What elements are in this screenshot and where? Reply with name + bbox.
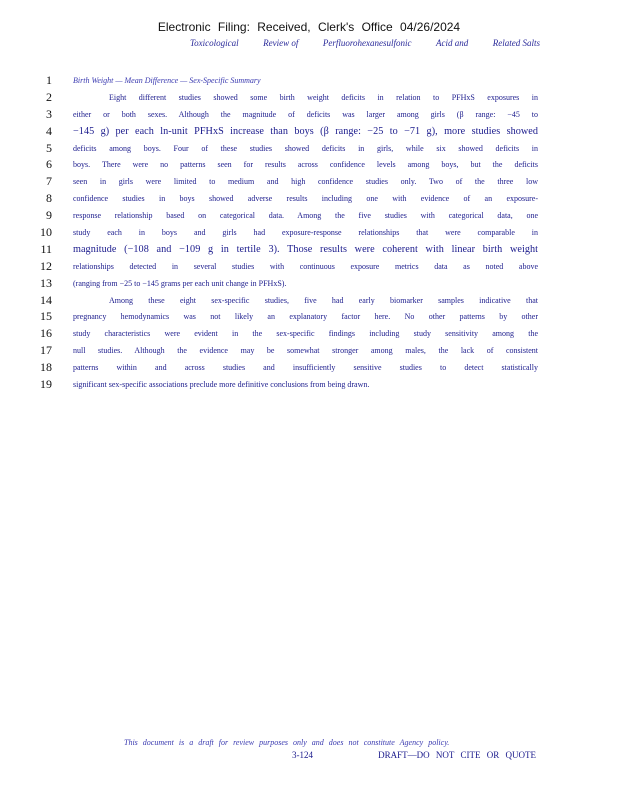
line-text: (ranging from −25 to −145 grams per each unit change in PFHxS). — [73, 278, 287, 288]
line-number: 5 — [46, 140, 52, 155]
running-header-part: Acid and — [435, 38, 469, 48]
line-number: 12 — [40, 258, 52, 273]
running-header-part: Perfluorohexanesulfonic — [322, 38, 412, 48]
text-line — [0, 308, 618, 325]
line-number: 2 — [46, 89, 52, 104]
line-number: 16 — [40, 326, 52, 341]
line-text: null studies. Although the evidence may be somewhat stronger among males, the lack of consistent — [73, 346, 538, 356]
line-number: 1 — [46, 72, 52, 87]
line-text: either or both sexes. Although the magnitude of deficits was larger among girls (β range: −45 to — [73, 109, 538, 119]
running-header-part: Related Salts — [492, 38, 540, 48]
line-number: 3 — [46, 106, 52, 121]
line-number: 10 — [40, 224, 52, 239]
text-line — [0, 89, 618, 106]
running-header-part: Review of — [263, 38, 299, 48]
line-number: 4 — [46, 123, 52, 138]
line-number: 11 — [40, 241, 52, 256]
text-line — [0, 292, 618, 309]
line-number: 15 — [40, 309, 52, 324]
filing-stamp: Electronic Filing: Received, Clerk's Office 04/26/2024 — [157, 20, 461, 34]
line-text: relationships detected in several studies with continuous exposure metrics data as noted above — [73, 261, 538, 271]
line-text: boys. There were no patterns seen for results across confidence levels among boys, but the deficits — [73, 160, 538, 170]
line-number: 14 — [40, 292, 52, 307]
text-line — [0, 275, 618, 292]
text-line — [0, 207, 618, 224]
line-text: study each in boys and girls had exposure-response relationships that were comparable in — [73, 227, 538, 237]
text-line — [0, 359, 618, 376]
line-text: significant sex-specific associations preclude more definitive conclusions from being drawn. — [73, 379, 370, 389]
line-text: −145 g) per each ln-unit PFHxS increase than boys (β range: −25 to −71 g), more studies showed — [73, 125, 538, 137]
text-line — [0, 156, 618, 173]
section-heading: Birth Weight — Mean Difference — Sex-Specific Summary — [73, 75, 261, 85]
line-number: 18 — [40, 360, 52, 375]
line-text: seen in girls were limited to medium and high confidence studies only. Two of the three low — [73, 177, 538, 187]
text-line — [0, 123, 618, 140]
text-line — [0, 106, 618, 123]
line-number: 7 — [46, 174, 52, 189]
text-line — [0, 190, 618, 207]
line-text: response relationship based on categorical data. Among the five studies with categorical data, one — [73, 211, 538, 221]
line-number: 17 — [40, 343, 52, 358]
text-line — [0, 72, 618, 89]
running-header — [190, 38, 540, 48]
text-line — [0, 258, 618, 275]
document-body — [0, 72, 618, 393]
line-text: study characteristics were evident in the sex-specific findings including study sensitivity among the — [73, 329, 538, 339]
running-header-part: Toxicological — [190, 38, 239, 48]
line-text: deficits among boys. Four of these studies showed deficits in girls, while six showed deficits in — [73, 143, 538, 153]
draft-disclaimer: This document is a draft for review purposes only and does not constitute Agency policy. — [124, 738, 450, 747]
text-line — [0, 325, 618, 342]
line-number: 9 — [46, 208, 52, 223]
line-number: 8 — [46, 191, 52, 206]
line-text: magnitude (−108 and −109 g in tertile 3). Those results were coherent with linear birth weight — [73, 243, 538, 255]
line-number: 19 — [40, 376, 52, 391]
draft-notice: DRAFT—DO NOT CITE OR QUOTE — [378, 750, 536, 760]
text-line — [0, 241, 618, 258]
text-line — [0, 224, 618, 241]
line-text: Eight different studies showed some birth weight deficits in relation to PFHxS exposures in — [109, 92, 538, 102]
text-line — [0, 376, 618, 393]
line-number: 13 — [40, 275, 52, 290]
text-line — [0, 173, 618, 190]
text-line — [0, 342, 618, 359]
line-text: patterns within and across studies and insufficiently sensitive studies to detect statistically — [73, 363, 538, 373]
line-text: Among these eight sex-specific studies, five had early biomarker samples indicative that — [109, 295, 538, 305]
line-number: 6 — [46, 157, 52, 172]
page-number: 3-124 — [292, 750, 313, 760]
text-line — [0, 140, 618, 157]
line-text: confidence studies in boys showed adverse results including one with evidence of an exposure- — [73, 194, 538, 204]
line-text: pregnancy hemodynamics was not likely an explanatory factor here. No other patterns by other — [73, 312, 538, 322]
